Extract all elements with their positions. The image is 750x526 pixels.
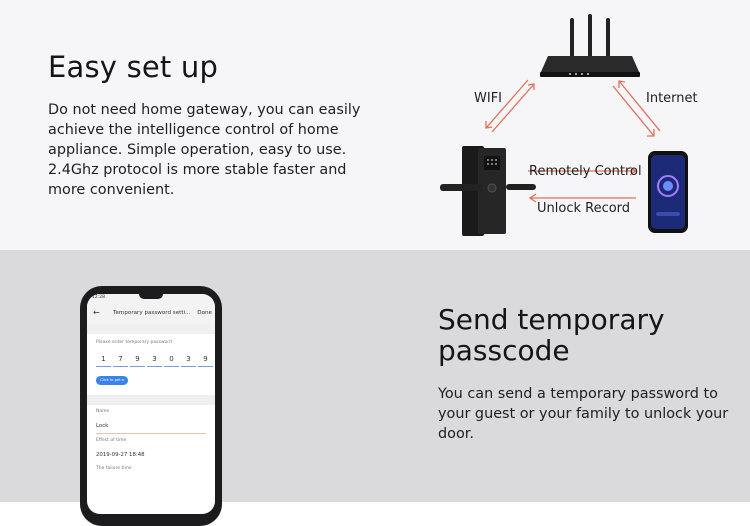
password-digit[interactable]: 9 <box>198 352 213 367</box>
password-hint: Please enter temporary password <box>96 340 172 345</box>
password-digit[interactable]: 7 <box>113 352 128 367</box>
effect-time-label: Effect of time <box>96 438 127 443</box>
setup-description: Do not need home gateway, you can easily achieve the intelligence control of home appliance. Simple operation, easy to use. 2.4Ghz protocol is more stable faster and more convenient. <box>48 102 361 198</box>
remote-control-label: Remotely Control <box>529 164 642 179</box>
failure-time-label: The failure time <box>96 466 132 471</box>
done-button[interactable]: Done <box>197 310 212 316</box>
status-bar <box>87 294 215 302</box>
status-time: 12:28 <box>92 295 105 300</box>
back-arrow-icon[interactable]: ← <box>93 308 100 317</box>
unlock-record-label: Unlock Record <box>537 201 631 216</box>
setup-heading: Easy set up <box>48 50 219 84</box>
section-gap <box>87 395 215 405</box>
smartphone-icon <box>648 151 688 233</box>
password-digit[interactable]: 9 <box>130 352 145 367</box>
password-digit[interactable]: 3 <box>181 352 196 367</box>
wifi-label: WIFI <box>474 91 502 106</box>
password-digit[interactable]: 0 <box>164 352 179 367</box>
phone-notch <box>139 294 163 299</box>
password-digit[interactable]: 3 <box>147 352 162 367</box>
passcode-description: You can send a temporary password to your guest or your family to unlock your door. <box>438 386 729 442</box>
internet-label: Internet <box>646 91 698 106</box>
section-gap <box>87 324 215 334</box>
smart-lock-icon <box>440 146 536 236</box>
passcode-heading: Send temporary passcode <box>438 303 665 367</box>
name-label: Name <box>96 409 110 414</box>
internet-arrows <box>613 81 660 136</box>
name-field[interactable]: Lock <box>96 423 206 434</box>
effect-time-value[interactable]: 2019-09-27 18:48 <box>96 452 145 458</box>
phone-screen <box>87 294 215 514</box>
random-password-button[interactable]: Click to get a ran... <box>96 376 128 385</box>
password-digit[interactable]: 1 <box>96 352 111 367</box>
router-icon <box>540 14 640 77</box>
nav-title: Temporary password setti... <box>113 310 191 316</box>
password-digits[interactable] <box>87 352 215 367</box>
wifi-arrows <box>486 80 534 132</box>
nav-bar <box>87 302 215 324</box>
